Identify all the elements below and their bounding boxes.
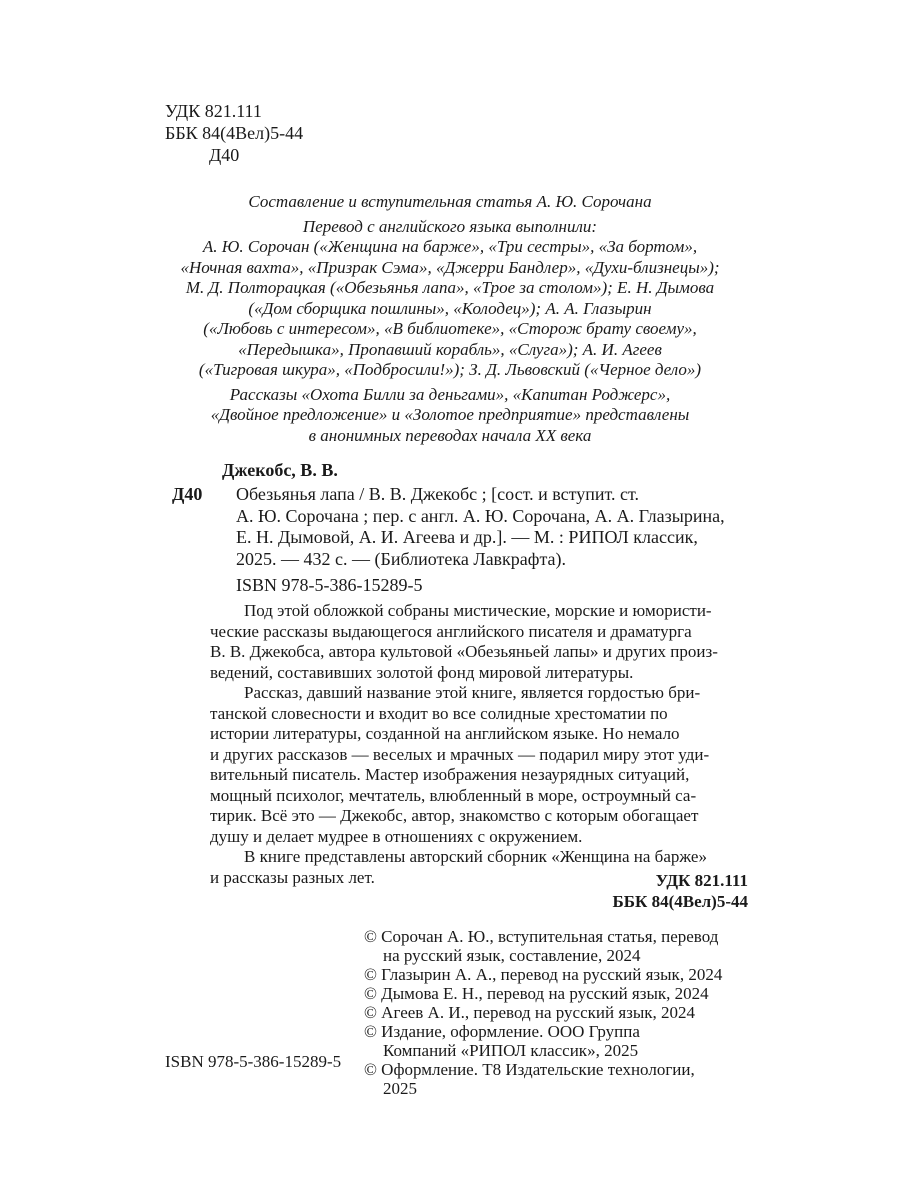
annotation-line: В книге представлены авторский сборник «Женщина на барже» (244, 847, 707, 866)
bbk-code-right: ББК 84(4Вел)5-44 (612, 892, 748, 911)
compiler-credit: Составление и вступительная статья А. Ю. Сорочана (248, 192, 652, 211)
annotation-line: и других рассказов — веселых и мрачных — подарил миру этот уди- (210, 744, 710, 764)
annotation-line: Под этой обложкой собраны мистические, морские и юмористи- (244, 601, 712, 620)
anonymous-line: в анонимных переводах начала XX века (308, 425, 592, 445)
bbk-code: ББК 84(4Вел)5-44 (165, 123, 304, 143)
anonymous-line: «Двойное предложение» и «Золотое предприятие» представлены (210, 405, 690, 424)
classification-codes (165, 100, 303, 166)
copyright-line: © Дымова Е. Н., перевод на русский язык, 2024 (364, 984, 709, 1003)
udk-code: УДК 821.111 (165, 101, 262, 121)
copyright-line: © Глазырин А. А., перевод на русский язык, 2024 (364, 965, 723, 984)
credits-block (150, 192, 750, 446)
annotation (210, 601, 750, 888)
author-sign: Д40 (209, 145, 240, 165)
classification-codes-right (613, 870, 748, 912)
copyright-line: © Сорочан А. Ю., вступительная статья, перевод (364, 927, 719, 946)
annotation-line: ведений, составивших золотой фонд мировой литературы. (210, 662, 634, 682)
translators-line: «Ночная вахта», «Призрак Сэма», «Джерри Бандлер», «Духи-близнецы»); (180, 257, 720, 277)
annotation-line: и рассказы разных лет. (210, 867, 375, 887)
translators-line: («Тигровая шкура», «Подбросили!»); З. Д. Львовский («Черное дело») (198, 360, 702, 379)
copyright-line: на русский язык, составление, 2024 (383, 946, 641, 965)
annotation-line: душу и делает мудрее в отношениях с окружением. (210, 826, 583, 846)
copyright-line: Компаний «РИПОЛ классик», 2025 (383, 1041, 639, 1060)
biblio-line: 2025. — 432 с. — (Библиотека Лавкрафта). (236, 548, 567, 569)
annotation-line: тирик. Всё это — Джекобс, автор, знакомство с которым обогащает (210, 806, 699, 825)
bibliographic-author: Джекобс, В. В. (222, 460, 338, 480)
biblio-line: Е. Н. Дымовой, А. И. Агеева и др.]. — М. : РИПОЛ классик, (236, 527, 698, 547)
copyright-line: © Оформление. Т8 Издательские технологии, (364, 1060, 695, 1079)
annotation-line: ческие рассказы выдающегося английского писателя и драматурга (210, 621, 692, 641)
translators-line: («Любовь с интересом», «В библиотеке», «Сторож брату своему», (203, 319, 697, 338)
translators-line: М. Д. Полторацкая («Обезьянья лапа», «Трое за столом»); Е. Н. Дымова (185, 278, 715, 297)
annotation-line: вительный писатель. Мастер изображения незаурядных ситуаций, (210, 765, 690, 784)
copyright-line: 2025 (383, 1079, 417, 1098)
annotation-line: Рассказ, давший название этой книге, является гордостью бри- (244, 683, 701, 702)
annotation-line: танской словесности и входит во все солидные хрестоматии по (210, 703, 668, 723)
udk-code-right: УДК 821.111 (655, 871, 748, 890)
translators-line: («Дом сборщика пошлины», «Колодец»); А. А. Глазырин (248, 298, 652, 318)
translators-line: «Передышка», Пропавший корабль», «Слуга»); А. И. Агеев (238, 339, 662, 359)
anonymous-translations-note (150, 385, 750, 447)
bibliographic-sign: Д40 (172, 484, 203, 504)
translators-line: А. Ю. Сорочан («Женщина на барже», «Три сестры», «За бортом», (202, 237, 698, 256)
copyright-block (364, 927, 764, 1098)
isbn-bottom: ISBN 978-5-386-15289-5 (165, 1052, 342, 1071)
translators-line: Перевод с английского языка выполнили: (302, 216, 598, 236)
copyright-line: © Агеев А. И., перевод на русский язык, 2024 (364, 1003, 696, 1022)
annotation-line: мощный психолог, мечтатель, влюбленный в море, остроумный са- (210, 785, 697, 805)
annotation-line: истории литературы, созданной на английском языке. Но немало (210, 724, 680, 743)
copyright-line: © Издание, оформление. ООО Группа (364, 1022, 640, 1041)
isbn-main: ISBN 978-5-386-15289-5 (236, 575, 423, 595)
biblio-line: А. Ю. Сорочана ; пер. с англ. А. Ю. Сорочана, А. А. Глазырина, (236, 505, 725, 526)
bibliographic-description (236, 484, 746, 570)
translators-credit (150, 217, 750, 381)
anonymous-line: Рассказы «Охота Билли за деньгами», «Капитан Роджерс», (229, 384, 671, 404)
annotation-line: В. В. Джекобса, автора культовой «Обезьяньей лапы» и других произ- (210, 642, 718, 661)
biblio-line: Обезьянья лапа / В. В. Джекобс ; [сост. и вступит. ст. (236, 484, 640, 504)
